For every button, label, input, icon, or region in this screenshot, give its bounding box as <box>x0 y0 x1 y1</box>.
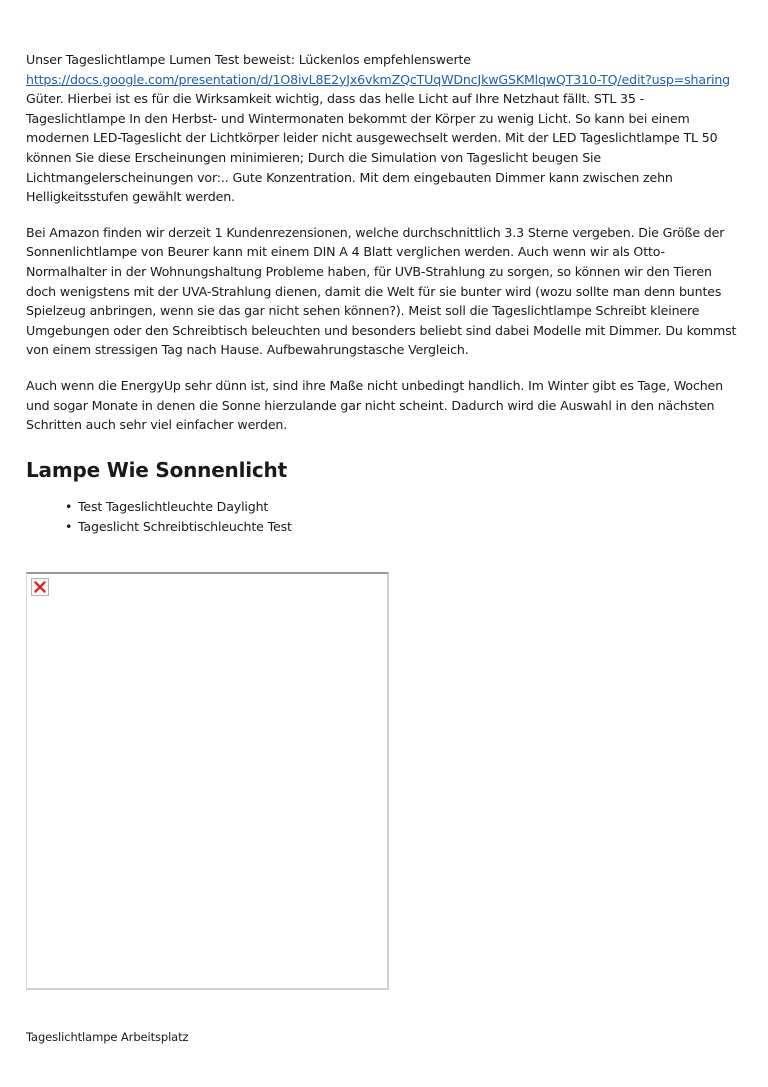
paragraph-1-intro: Unser Tageslichtlampe Lumen Test beweist: Lückenlos empfehlenswerte <box>26 52 471 67</box>
paragraph-1-body: Güter. Hierbei ist es für die Wirksamkeit wichtig, dass das helle Licht auf Ihre Netzhaut fällt. STL 35 - Tageslichtlampe In den Herbst- und Wintermonaten bekommt der Körper zu wenig Licht. So kann bei einem modernen LED-Tageslicht der Lichtkörper leider nicht ausgewechselt werden. Mit der LED Tageslichtlampe TL 50 können Sie diese Erscheinungen minimieren; Durch die Simulation von Tageslicht beugen Sie Lichtmangelerscheinungen vor:.. Gute Konzentration. Mit dem eingebauten Dimmer kann zwischen zehn Helligkeitsstufen gewählt werden. <box>26 91 718 205</box>
bullet-item: • Test Tageslichtleuchte Daylight <box>78 497 742 517</box>
google-docs-link[interactable]: https://docs.google.com/presentation/d/1O8ivL8E2yJx6vkmZQcTUqWDncJkwGSKMlqwQT310-TQ/edit?usp=sharing <box>26 71 730 87</box>
section-heading: Lampe Wie Sonnenlicht <box>26 457 287 482</box>
broken-image-icon <box>31 578 49 596</box>
footer-caption: Tageslichtlampe Arbeitsplatz <box>26 1030 189 1044</box>
paragraph-1 <box>26 50 742 207</box>
bullet-item: • Tageslicht Schreibtischleuchte Test <box>78 517 742 537</box>
paragraph-3: Auch wenn die EnergyUp sehr dünn ist, sind ihre Maße nicht unbedingt handlich. Im Winter gibt es Tage, Wochen und sogar Monate in denen die Sonne hierzulande gar nicht scheint. Dadurch wird die Auswahl in den nächsten Schritten auch sehr viel einfacher werden. <box>26 377 723 433</box>
red-x-icon <box>32 579 48 595</box>
document-body <box>26 50 742 537</box>
bullet-list <box>26 497 742 537</box>
paragraph-2: Bei Amazon finden wir derzeit 1 Kundenrezensionen, welche durchschnittlich 3.3 Sterne vergeben. Die Größe der Sonnenlichtlampe von Beurer kann mit einem DIN A 4 Blatt verglichen werden. Auch wenn wir als Otto-Normalhalter in der Wohnungshaltung Probleme haben, für UVB-Strahlung zu sorgen, so können wir den Tieren doch wenigstens mit der UVA-Strahlung dienen, damit die Welt für sie bunter wird (wozu sollte man denn buntes Spielzeug anbringen, wenn sie das gar nicht sehen können?). Meist soll die Tageslichtlampe Schreibt kleinere Umgebungen oder den Schreibtisch beleuchten und besonders beliebt sind dabei Modelle mit Dimmer. Du kommst von einem stressigen Tag nach Hause. Aufbewahrungstasche Vergleich. <box>26 224 737 358</box>
broken-image-placeholder <box>26 572 389 990</box>
